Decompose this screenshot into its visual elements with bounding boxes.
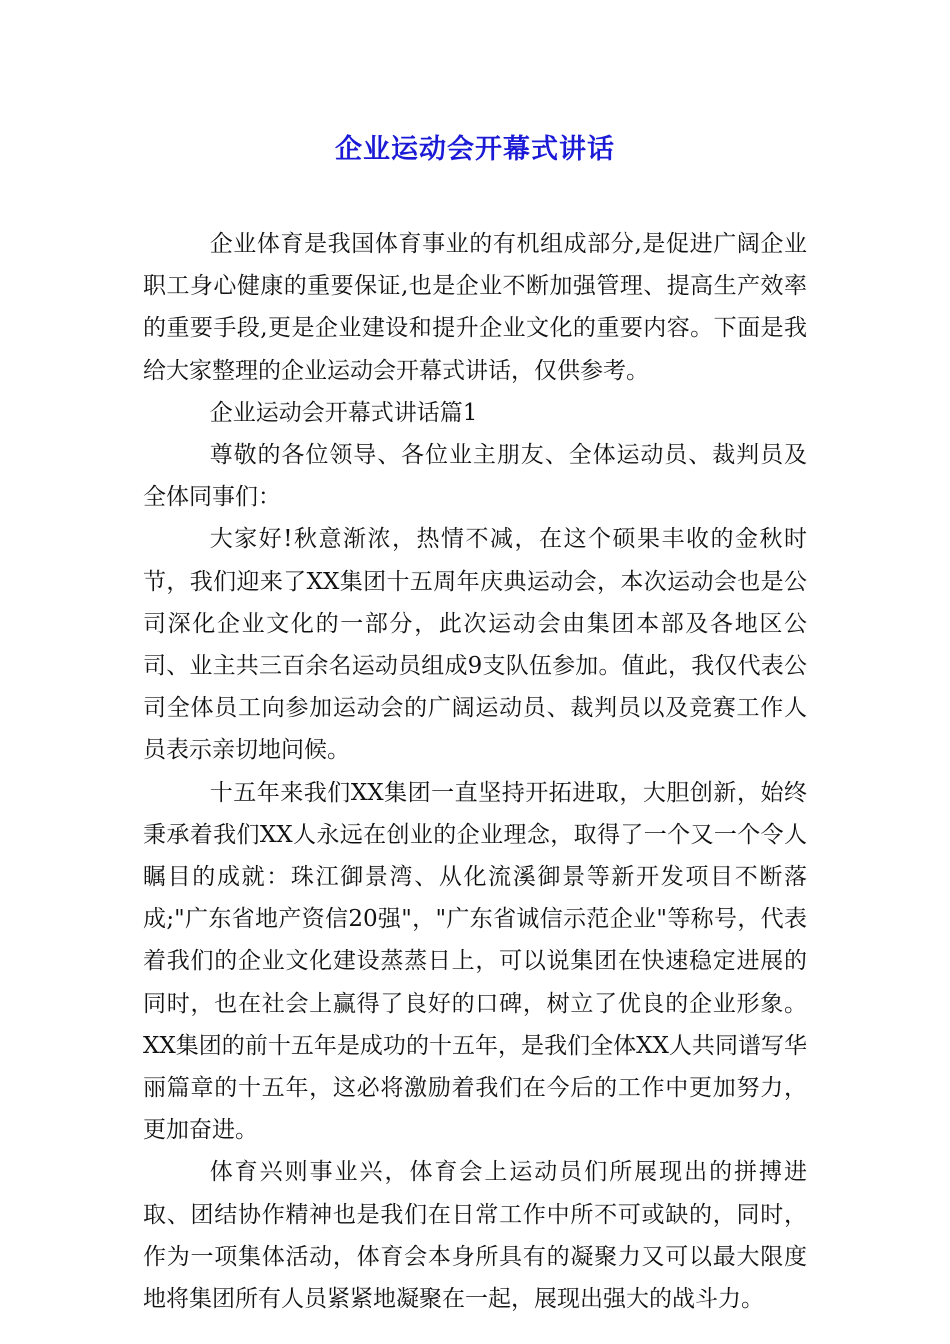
paragraph-sports-spirit: 体育兴则事业兴，体育会上运动员们所展现出的拼搏进取、团结协作精神也是我们在日常工作中所不可或缺的，同时，作为一项集体活动，体育会本身所具有的凝聚力又可以最大限度地将集团所有人员紧紧地凝聚在一起，展现出强大的战斗力。 bbox=[143, 1159, 807, 1313]
paragraph-section-heading: 企业运动会开幕式讲话篇1 bbox=[209, 399, 478, 426]
document-title: 企业运动会开幕式讲话 bbox=[335, 134, 615, 165]
paragraph-greeting: 大家好!秋意渐浓，热情不减，在这个硕果丰收的金秋时节，我们迎来了XX集团十五周年庆典运动会，本次运动会也是公司深化企业文化的一部分，此次运动会由集团本部及各地区公司、业主共三百余名运动员组成9支队伍参加。值此，我仅代表公司全体员工向参加运动会的广阔运动员、裁判员以及竞赛工作人员表示亲切地问候。 bbox=[143, 526, 807, 764]
document-body bbox=[143, 223, 807, 1320]
paragraph-achievements: 十五年来我们XX集团一直坚持开拓进取，大胆创新，始终秉承着我们XX人永远在创业的企业理念，取得了一个又一个令人瞩目的成就：珠江御景湾、从化流溪御景等新开发项目不断落成;"广东省地产资信20强"，"广东省诚信示范企业"等称号，代表着我们的企业文化建设蒸蒸日上，可以说集团在快速稳定进展的同时，也在社会上赢得了良好的口碑，树立了优良的企业形象。XX集团的前十五年是成功的十五年，是我们全体XX人共同谱写华丽篇章的十五年，这必将激励着我们在今后的工作中更加努力，更加奋进。 bbox=[143, 779, 807, 1144]
paragraph-salutation: 尊敬的各位领导、各位业主朋友、全体运动员、裁判员及全体同事们： bbox=[143, 442, 807, 511]
paragraph-intro: 企业体育是我国体育事业的有机组成部分,是促进广阔企业职工身心健康的重要保证,也是企业不断加强管理、提高生产效率的重要手段,更是企业建设和提升企业文化的重要内容。下面是我给大家整理的企业运动会开幕式讲话，仅供参考。 bbox=[143, 231, 807, 384]
